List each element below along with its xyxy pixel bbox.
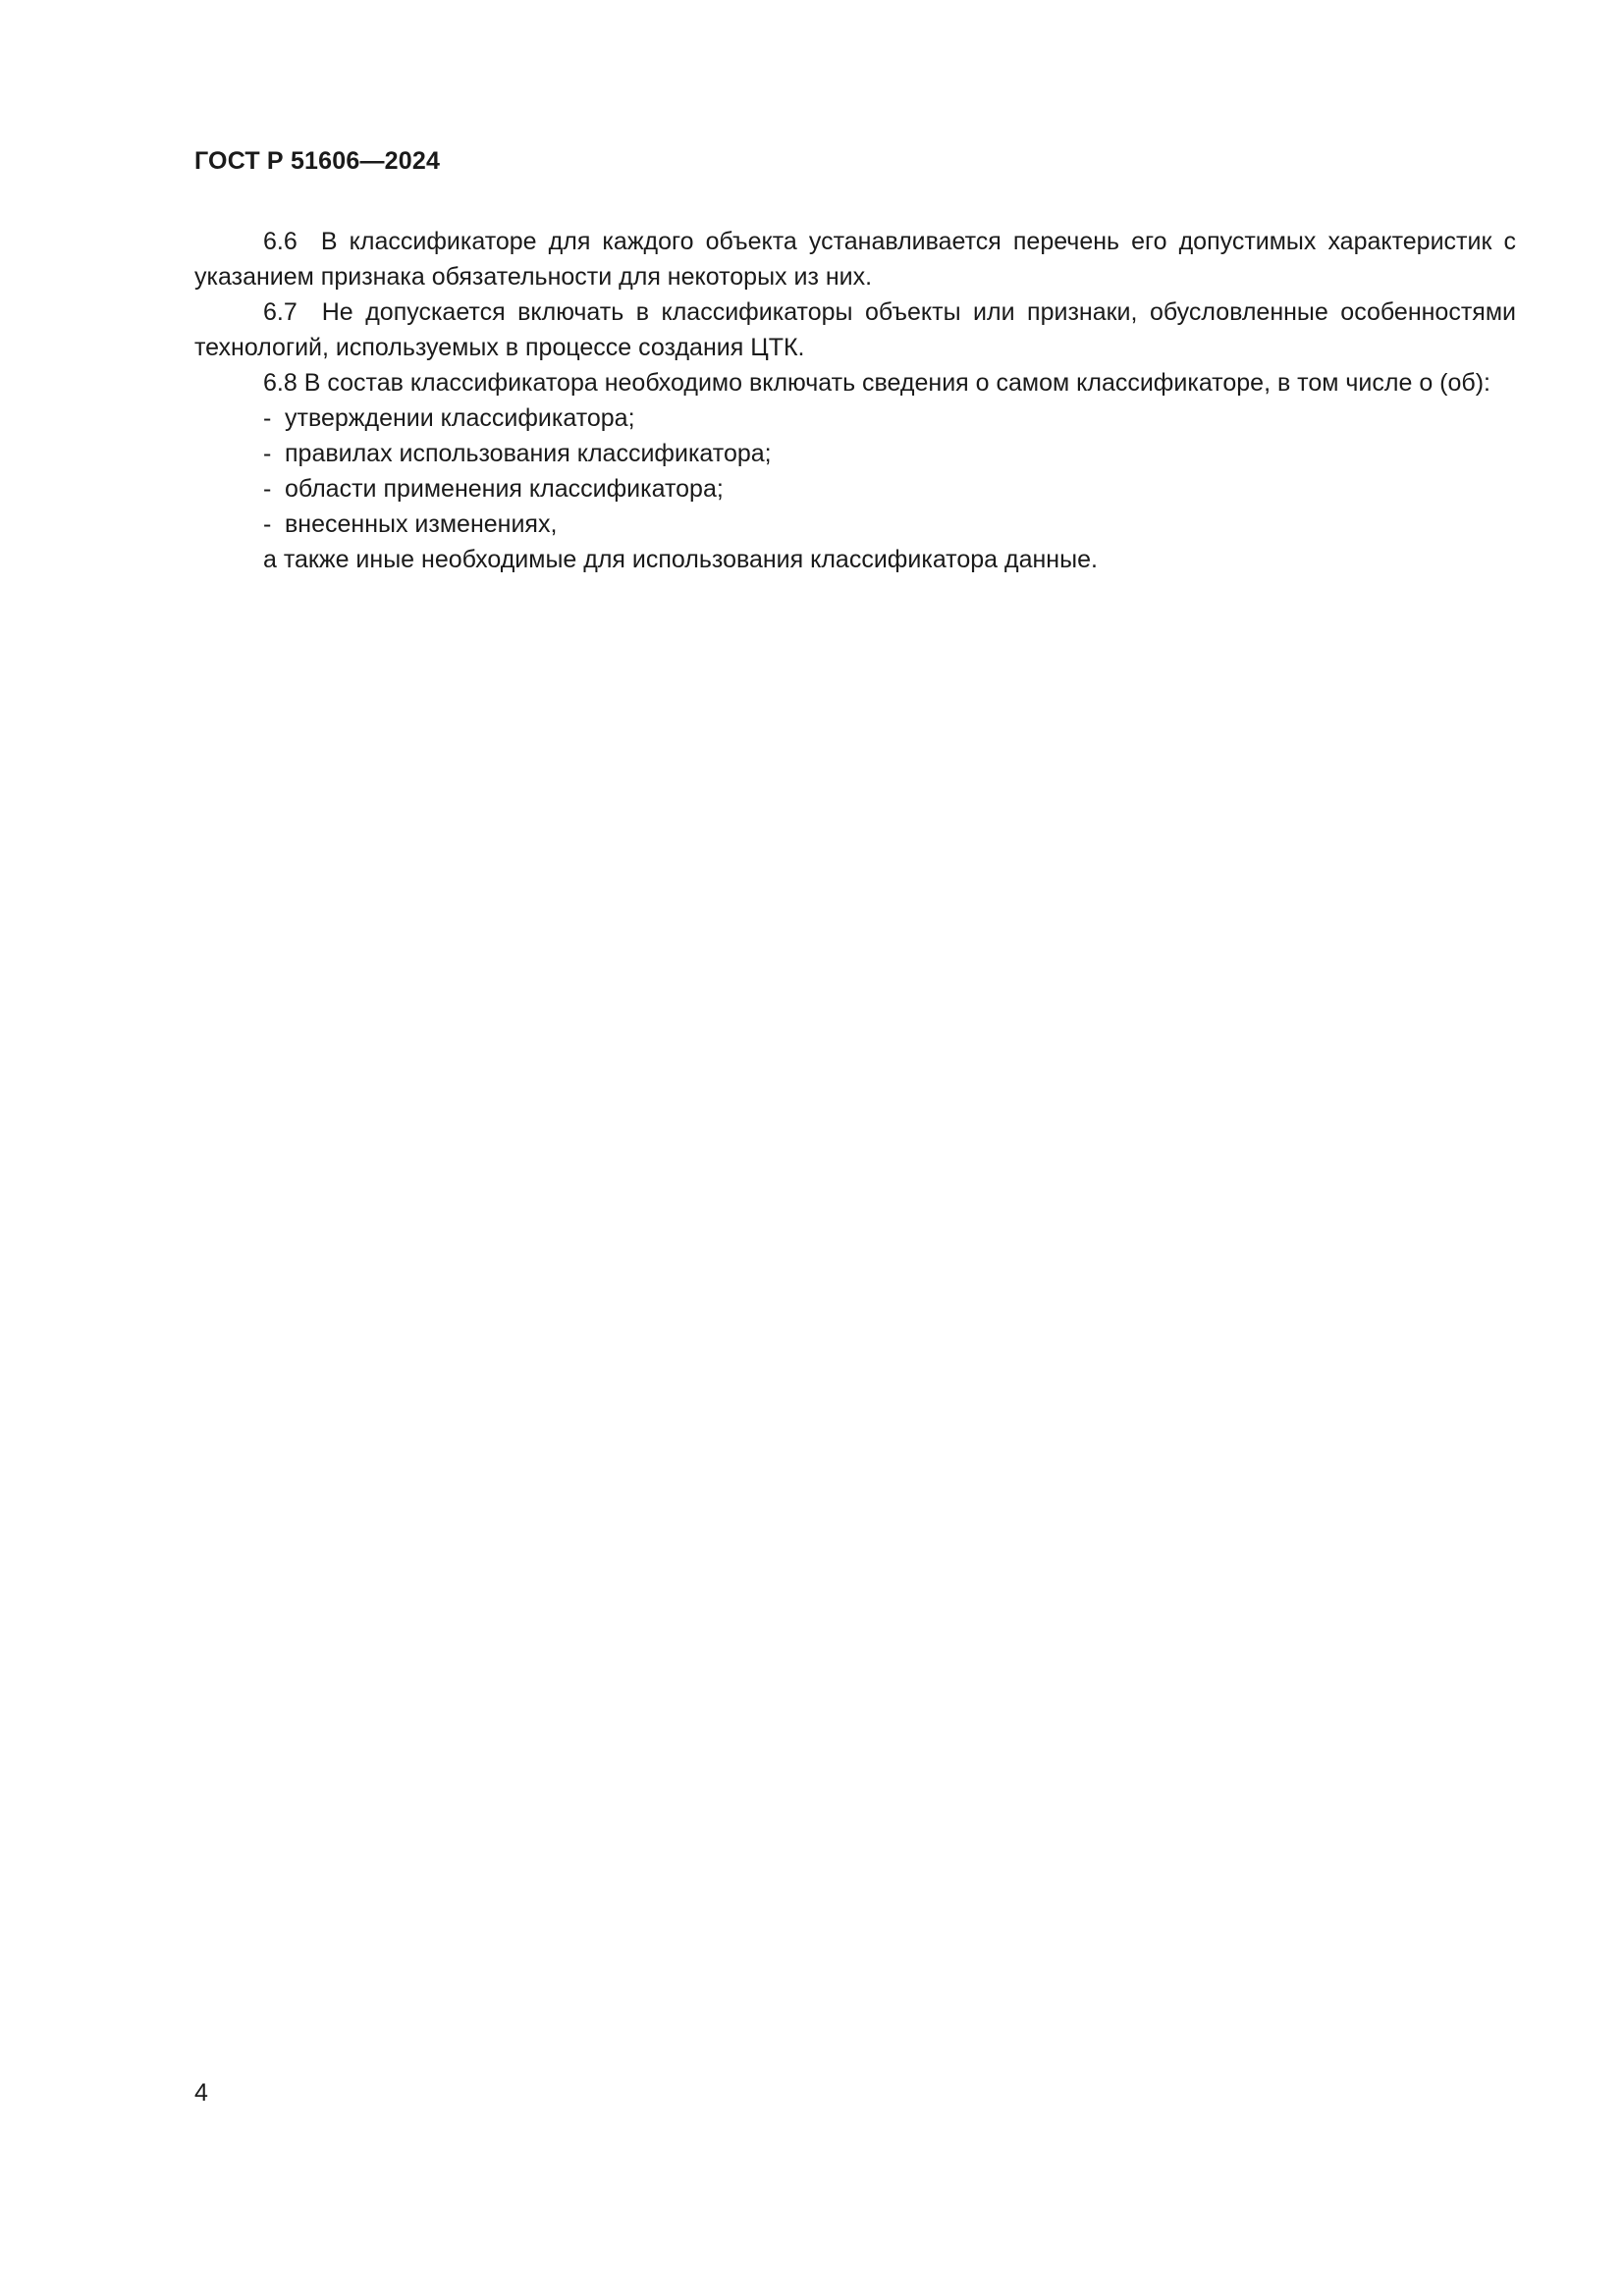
paragraph-number: 6.8 <box>263 369 298 397</box>
list-marker: - <box>263 404 272 432</box>
paragraph-6-6 <box>194 224 1516 294</box>
paragraph-6-7 <box>194 294 1516 365</box>
closing-text: а также иные необходимые для использования классификатора данные. <box>263 546 1098 573</box>
page-number: 4 <box>194 2079 208 2107</box>
list-marker: - <box>263 475 272 503</box>
list-item <box>263 436 1516 471</box>
paragraph-number: 6.7 <box>263 298 298 326</box>
list-item-text: области применения классификатора; <box>285 475 724 503</box>
list-item-text: утверждении классификатора; <box>285 404 635 432</box>
list-marker: - <box>263 440 272 467</box>
paragraph-number: 6.6 <box>263 228 298 255</box>
paragraph-text: В состав классификатора необходимо включать сведения о самом классификаторе, в том числе о (об): <box>303 369 1490 397</box>
list-marker: - <box>263 510 272 538</box>
classifier-info-list <box>194 400 1516 542</box>
list-item-text: правилах использования классификатора; <box>285 440 772 467</box>
document-body <box>194 224 1516 577</box>
list-item <box>263 471 1516 507</box>
paragraph-text: В классификаторе для каждого объекта устанавливается перечень его допустимых характеристик с указанием признака обязательности для некоторых из них. <box>194 228 1516 291</box>
list-item <box>263 507 1516 542</box>
list-item-text: внесенных изменениях, <box>285 510 558 538</box>
standard-code-header: ГОСТ Р 51606—2024 <box>194 147 441 175</box>
paragraph-text: Не допускается включать в классификаторы объекты или признаки, обусловленные особенностями технологий, используемых в процессе создания ЦТК. <box>194 298 1516 361</box>
list-item <box>263 400 1516 436</box>
paragraph-6-8 <box>194 365 1516 400</box>
